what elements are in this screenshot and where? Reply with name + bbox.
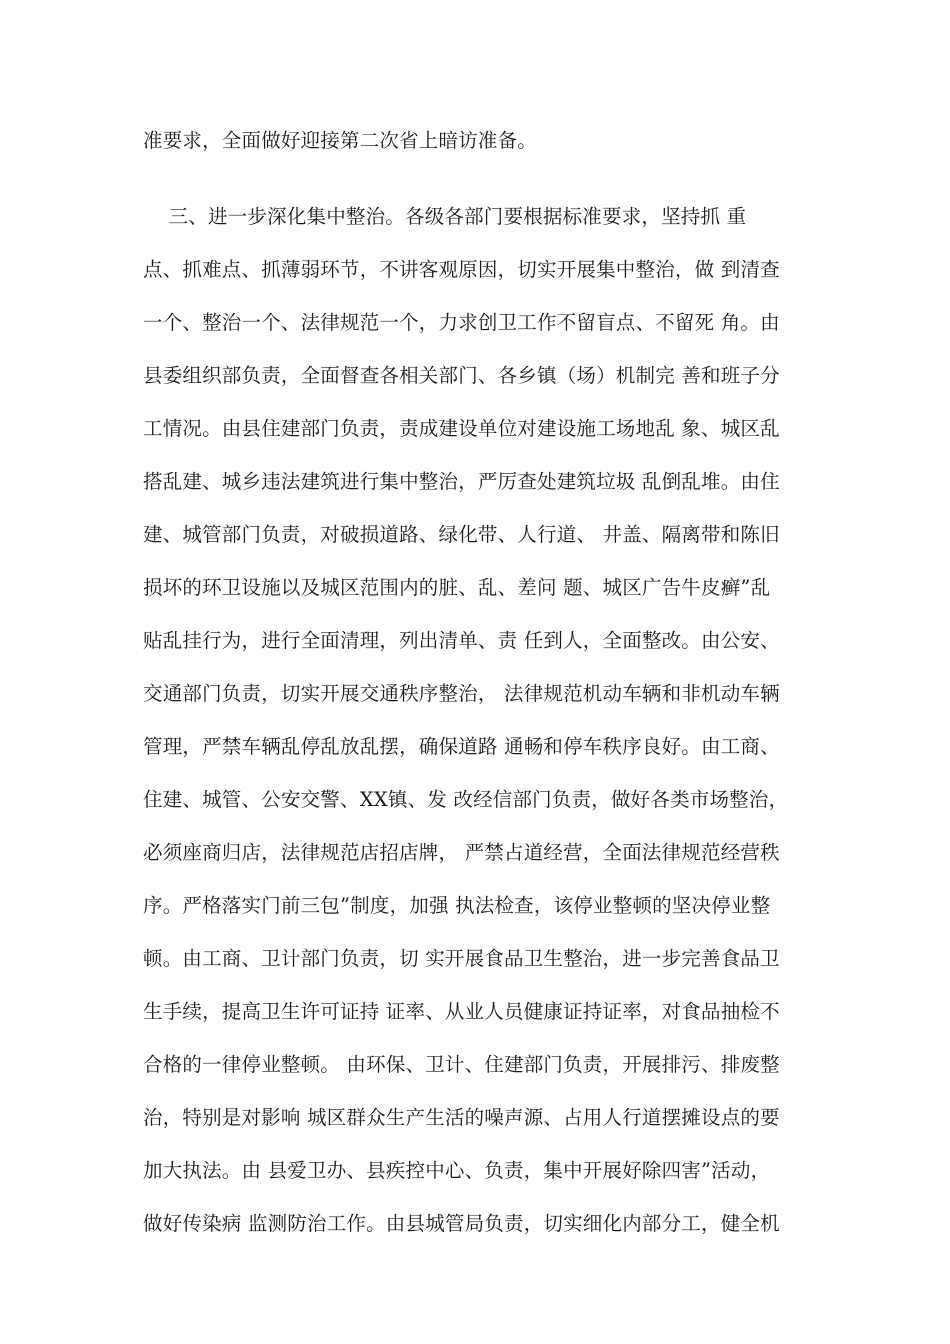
text-line: 做好传染病 监测防治工作。由县城管局负责，切实细化内部分工，健全机: [143, 1212, 780, 1235]
text-line: 合格的一律停业整顿。 由环保、卫计、住建部门负责，开展排污、排废整: [143, 1053, 780, 1076]
text-line: 损坏的环卫设施以及城区范围内的脏、乱、差问 题、城区广告牛皮癣”乱: [143, 576, 771, 599]
text-line: 一个、整治一个、法律规范一个，力求创卫工作不留盲点、不留死 角。由: [143, 311, 780, 334]
text-line: 生手续，提高卫生许可证持 证率、从业人员健康证持证率，对食品抽检不: [143, 1000, 780, 1023]
text-line: 治，特别是对影响 城区群众生产生活的噪声源、占用人行道摆摊设点的要: [143, 1106, 780, 1129]
text-line: 加大执法。由 县爱卫办、县疾控中心、负责，集中开展好除四害”活动，: [143, 1159, 771, 1182]
text-line: 顿。由工商、卫计部门负责，切 实开展食品卫生整治，进一步完善食品卫: [143, 947, 780, 970]
text-line: 必须座商归店，法律规范店招店牌， 严禁占道经营，全面法律规范经营秩: [143, 841, 780, 864]
text-line: 住建、城管、公安交警、XX镇、发 改经信部门负责，做好各类市场整治，: [143, 788, 789, 811]
text-line: 管理，严禁车辆乱停乱放乱摆，确保道路 通畅和停车秩序良好。由工商、: [143, 735, 780, 758]
text-line: 贴乱挂行为，进行全面清理，列出清单、责 任到人，全面整改。由公安、: [143, 629, 780, 652]
text-line: 建、城管部门负责，对破损道路、绿化带、人行道、 井盖、隔离带和陈旧: [143, 523, 780, 546]
text-line: 交通部门负责，切实开展交通秩序整治， 法律规范机动车辆和非机动车辆: [143, 682, 780, 705]
text-line: 点、抓难点、抓薄弱环节，不讲客观原因，切实开展集中整治，做 到清查: [143, 258, 780, 281]
text-line: 县委组织部负责，全面督查各相关部门、各乡镇（场）机制完 善和班子分: [143, 364, 780, 387]
text-line: 准要求，全面做好迎接第二次省上暗访准备。: [143, 129, 538, 152]
text-line: 工情况。由县住建部门负责，责成建设单位对建设施工场地乱 象、城区乱: [143, 417, 780, 440]
section-heading-line: 三、进一步深化集中整治。各级各部门要根据标准要求，坚持抓 重: [143, 205, 747, 228]
text-line: 搭乱建、城乡违法建筑进行集中整治，严厉查处建筑垃圾 乱倒乱堆。由住: [143, 470, 780, 493]
text-line: 序。严格落实门前三包”制度，加强 执法检查，该停业整顿的坚决停业整: [143, 894, 771, 917]
